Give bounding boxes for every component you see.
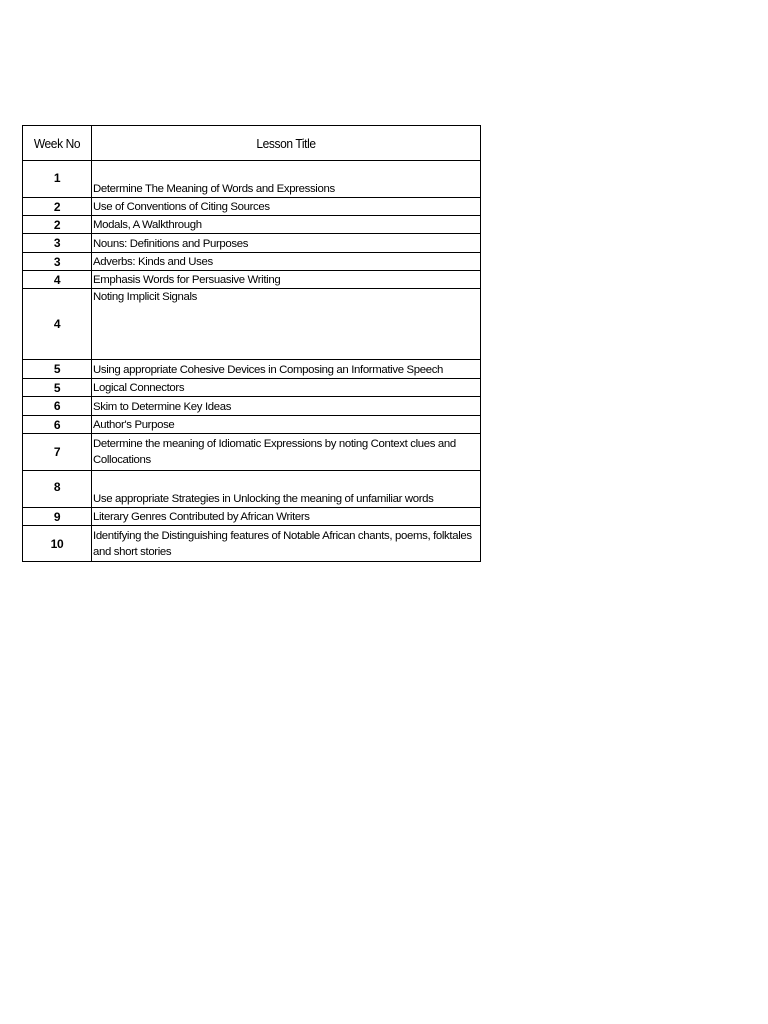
lesson-title: Nouns: Definitions and Purposes <box>92 234 481 253</box>
week-number: 5 <box>23 360 92 379</box>
table-row <box>23 271 481 289</box>
week-number: 6 <box>23 416 92 434</box>
week-number: 5 <box>23 379 92 397</box>
lesson-title: Literary Genres Contributed by African Writers <box>92 508 481 526</box>
week-number: 4 <box>23 271 92 289</box>
week-number: 4 <box>23 289 92 360</box>
table-row <box>23 253 481 271</box>
table-row <box>23 161 481 198</box>
table-row <box>23 360 481 379</box>
table-row <box>23 216 481 234</box>
table-row <box>23 397 481 416</box>
lesson-table <box>22 125 481 562</box>
table-row <box>23 526 481 562</box>
week-number: 8 <box>23 471 92 508</box>
table-row <box>23 379 481 397</box>
header-lesson-title: Lesson Title <box>92 125 481 162</box>
week-number: 10 <box>23 526 92 562</box>
lesson-title: Using appropriate Cohesive Devices in Composing an Informative Speech <box>92 360 481 379</box>
lesson-title: Skim to Determine Key Ideas <box>92 397 481 416</box>
week-number: 1 <box>23 161 92 198</box>
week-number: 9 <box>23 508 92 526</box>
table-row <box>23 508 481 526</box>
header-row <box>23 126 481 161</box>
table-row <box>23 198 481 216</box>
lesson-title: Identifying the Distinguishing features of Notable African chants, poems, folktales and short stories <box>92 526 481 562</box>
table-row <box>23 416 481 434</box>
lesson-title: Adverbs: Kinds and Uses <box>92 253 481 271</box>
lesson-title: Modals, A Walkthrough <box>92 216 481 234</box>
table-row <box>23 471 481 508</box>
header-week-no: Week No <box>23 125 92 162</box>
lesson-title: Author's Purpose <box>92 416 481 434</box>
week-number: 2 <box>23 216 92 234</box>
week-number: 7 <box>23 434 92 471</box>
week-number: 2 <box>23 198 92 216</box>
week-number: 3 <box>23 253 92 271</box>
lesson-title: Emphasis Words for Persuasive Writing <box>92 271 481 289</box>
table-row <box>23 234 481 253</box>
week-number: 6 <box>23 397 92 416</box>
lesson-title: Noting Implicit Signals <box>92 289 481 360</box>
week-number: 3 <box>23 234 92 253</box>
lesson-title: Logical Connectors <box>92 379 481 397</box>
lesson-title: Use of Conventions of Citing Sources <box>92 198 481 216</box>
lesson-title: Determine the meaning of Idiomatic Expressions by noting Context clues and Collocations <box>92 434 481 471</box>
table-row <box>23 434 481 471</box>
lesson-title: Determine The Meaning of Words and Expressions <box>92 161 481 198</box>
lesson-title: Use appropriate Strategies in Unlocking the meaning of unfamiliar words <box>92 471 481 508</box>
table-row <box>23 289 481 360</box>
